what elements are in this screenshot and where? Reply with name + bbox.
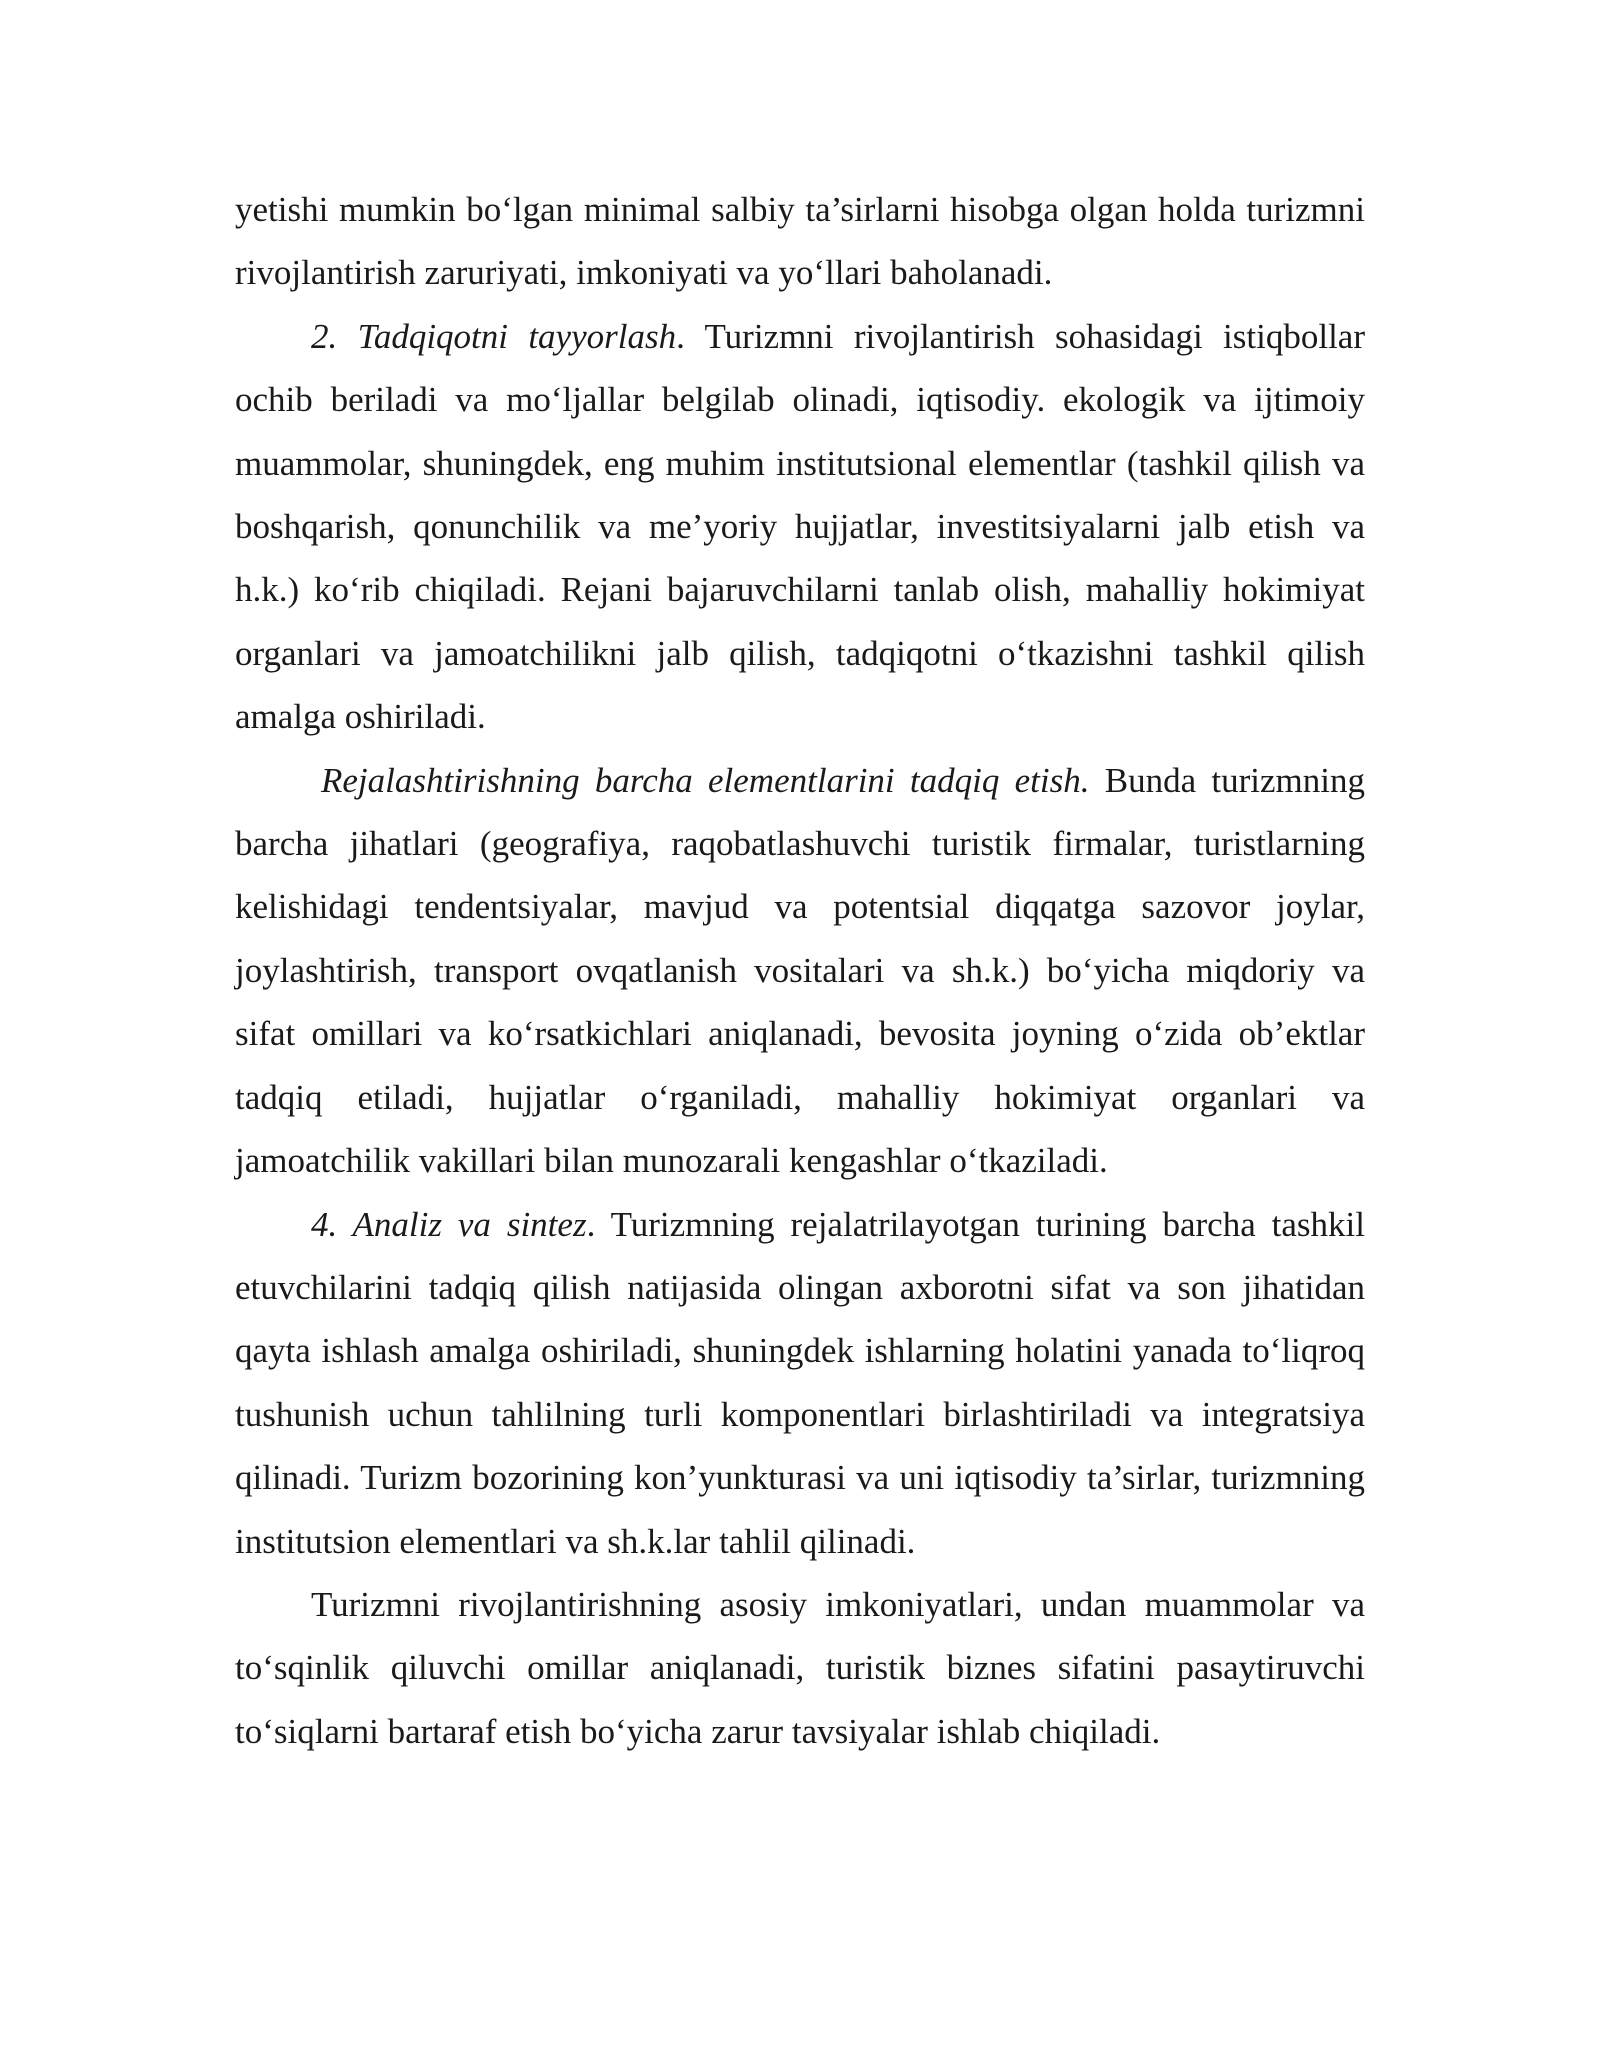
- paragraph-2-heading: 2. Tadqiqotni tayyorlash: [311, 316, 677, 356]
- paragraph-4-heading: 4. Analiz va sintez: [311, 1204, 587, 1244]
- paragraph-1-text: yetishi mumkin bo‘lgan minimal salbiy ta’sirlarni hisobga olgan holda turizmni rivojlantirish zaruriyati, imkoniyati va yo‘llari baholanadi.: [235, 190, 1365, 293]
- paragraph-5: [235, 1573, 1365, 1763]
- paragraph-3-heading: Rejalashtirishning barcha elementlarini tadqiq etish.: [321, 760, 1090, 800]
- paragraph-4-text: . Turizmning rejalatrilayotgan turining barcha tashkil etuvchilarini tadqiq qilish natijasida olingan axborotni sifat va son jihatidan qayta ishlash amalga oshiriladi, shuningdek ishlarning holatini yanada to‘liqroq tushunish uchun tahlilning turli komponentlari birlashtiriladi va integratsiya qilinadi. Turizm bozorining kon’yunkturasi va uni iqtisodiy ta’sirlar, turizmning institutsion elementlari va sh.k.lar tahlil qilinadi.: [235, 1204, 1365, 1561]
- paragraph-3: [235, 749, 1365, 1193]
- paragraph-4: [235, 1193, 1365, 1573]
- paragraph-3-text: Bunda turizmning barcha jihatlari (geografiya, raqobatlashuvchi turistik firmalar, turistlarning kelishidagi tendentsiyalar, mavjud va potentsial diqqatga sazovor joylar, joylashtirish, transport ovqatlanish vositalari va sh.k.) bo‘yicha miqdoriy va sifat omillari va ko‘rsatkichlari aniqlanadi, bevosita joyning o‘zida ob’ektlar tadqiq etiladi, hujjatlar o‘rganiladi, mahalliy hokimiyat organlari va jamoatchilik vakillari bilan munozarali kengashlar o‘tkaziladi.: [235, 760, 1365, 1181]
- document-page: [235, 178, 1365, 1763]
- paragraph-2: [235, 305, 1365, 749]
- paragraph-5-text: Turizmni rivojlantirishning asosiy imkoniyatlari, undan muammolar va to‘sqinlik qiluvchi omillar aniqlanadi, turistik biznes sifatini pasaytiruvchi to‘siqlarni bartaraf etish bo‘yicha zarur tavsiyalar ishlab chiqiladi.: [235, 1584, 1365, 1751]
- paragraph-2-text: . Turizmni rivojlantirish sohasidagi istiqbollar ochib beriladi va mo‘ljallar belgilab olinadi, iqtisodiy. ekologik va ijtimoiy muammolar, shuningdek, eng muhim institutsional elementlar (tashkil qilish va boshqarish, qonunchilik va me’yoriy hujjatlar, investitsiyalarni jalb etish va h.k.) ko‘rib chiqiladi. Rejani bajaruvchilarni tanlab olish, mahalliy hokimiyat organlari va jamoatchilikni jalb qilish, tadqiqotni o‘tkazishni tashkil qilish amalga oshiriladi.: [235, 316, 1365, 737]
- paragraph-1: [235, 178, 1365, 305]
